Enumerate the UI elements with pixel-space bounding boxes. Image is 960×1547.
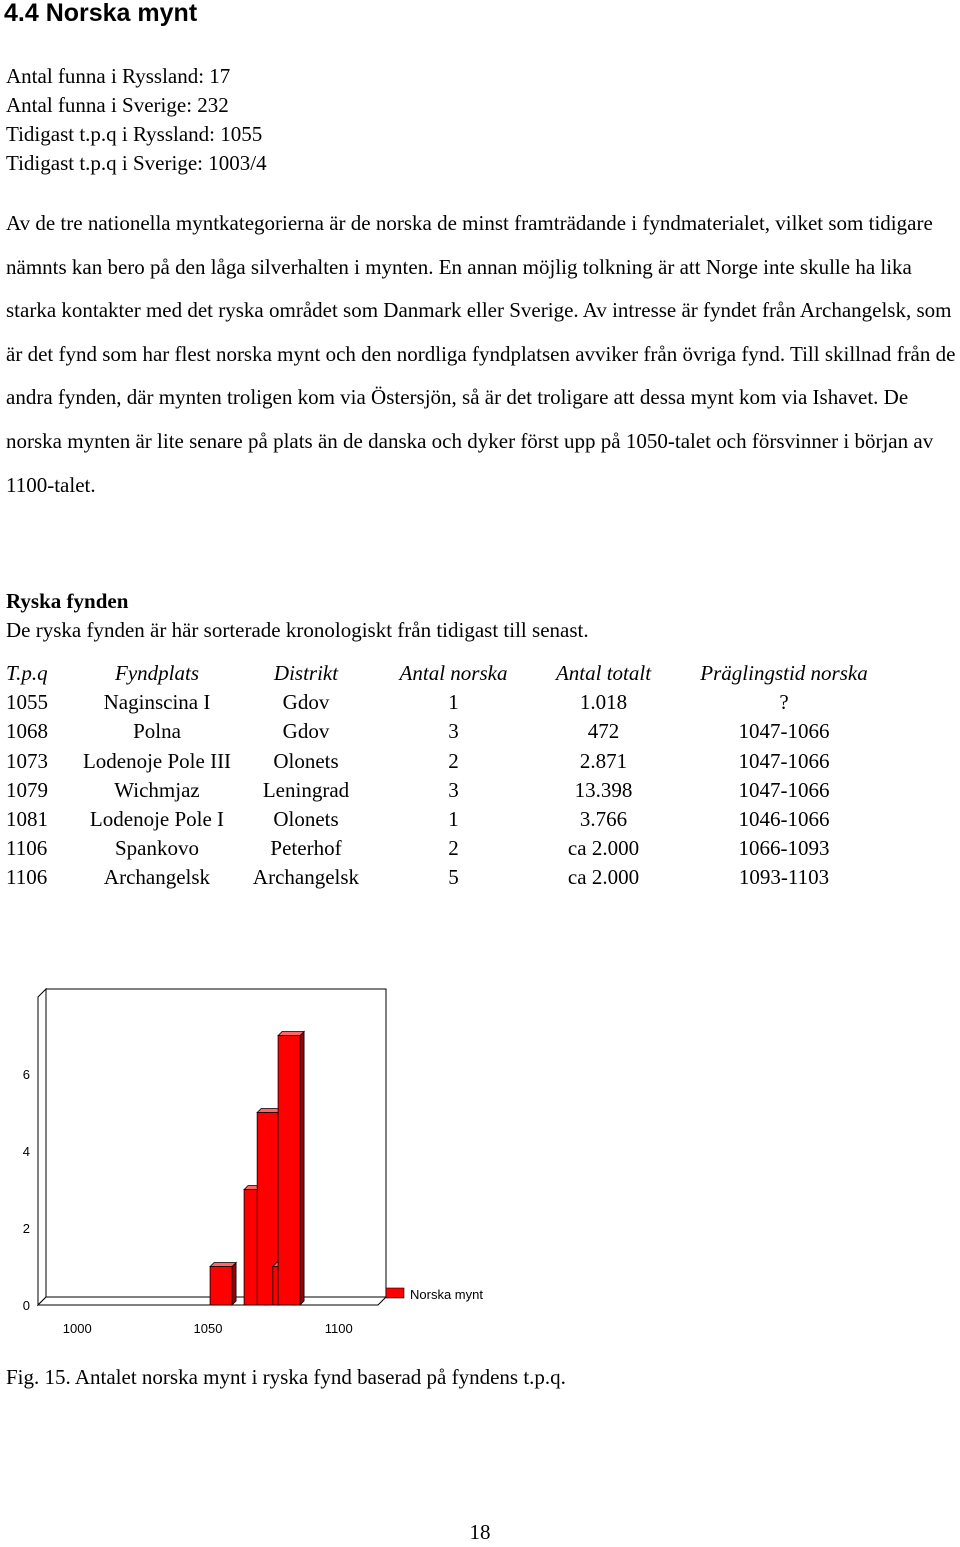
cell-site: Naginscina I — [103, 690, 211, 715]
cell-total: ca 2.000 — [567, 865, 640, 890]
cell-minting: 1093-1103 — [738, 865, 830, 890]
bar — [210, 1267, 232, 1306]
table-row — [6, 834, 902, 863]
cell-minting: 1047-1066 — [738, 719, 830, 744]
table-row — [6, 717, 902, 746]
table-header-row — [6, 659, 902, 688]
x-tick-label: 1100 — [324, 1321, 353, 1336]
bar-side — [300, 1032, 304, 1306]
cell-total: 472 — [587, 719, 620, 744]
cell-tpq: 1081 — [6, 807, 48, 832]
cell-norwegian: 2 — [448, 748, 459, 773]
cell-minting: ? — [779, 690, 789, 715]
cell-tpq: 1055 — [6, 690, 48, 715]
legend-label: Norska mynt — [410, 1287, 483, 1302]
x-tick-label: 1000 — [62, 1321, 92, 1336]
stat-found-sweden: Antal funna i Sverige: 232 — [6, 93, 229, 117]
body-paragraph: Av de tre nationella myntkategorierna är de norska de minst framträdande i fyndmaterialet, vilket som tidigare nämnts kan bero på den låga silverhalten i mynten. En annan möjlig tolkning är att Norge inte skulle ha lika starka kontakter med det ryska området som Danmark eller Sverige. Av intresse är fyndet från Archangelsk, som är det fynd som har flest norska mynt och den nordliga fyndplatsen avviker från övriga fynd. Till skillnad från de andra fynden, där mynten troligen kom via Östersjön, så är det troligare att dessa mynt kom via Ishavet. De norska mynten är lite senare på plats än de danska och dyker först upp på 1050-talet och försvinner i början av 1100-talet. — [6, 211, 956, 497]
col-header-site: Fyndplats — [115, 661, 199, 685]
y-tick-label: 2 — [22, 1221, 30, 1236]
table-row — [6, 863, 902, 892]
cell-minting: 1047-1066 — [738, 777, 830, 802]
y-tick-label: 6 — [22, 1067, 30, 1082]
cell-total: 13.398 — [574, 777, 633, 802]
stat-found-russia: Antal funna i Ryssland: 17 — [6, 64, 231, 88]
cell-norwegian: 1 — [448, 807, 459, 832]
figure-caption: Fig. 15. Antalet norska mynt i ryska fynd baserad på fyndens t.p.q. — [6, 1365, 566, 1389]
chart-back-wall — [46, 989, 386, 1297]
x-tick-label: 1050 — [193, 1321, 223, 1336]
cell-total: 2.871 — [579, 748, 628, 773]
cell-total: 1.018 — [579, 690, 628, 715]
col-header-norwegian: Antal norska — [399, 661, 508, 685]
stat-earliest-sweden: Tidigast t.p.q i Sverige: 1003/4 — [6, 151, 267, 175]
subsection-text: De ryska fynden är här sorterade kronologiskt från tidigast till senast. — [6, 618, 589, 642]
y-tick-label: 0 — [22, 1298, 30, 1313]
table-row — [6, 805, 902, 834]
cell-norwegian: 2 — [448, 836, 459, 861]
cell-tpq: 1106 — [6, 836, 48, 861]
cell-site: Wichmjaz — [114, 777, 200, 802]
bar-top — [210, 1263, 236, 1267]
norwegian-coins-bar-chart — [0, 985, 520, 1355]
cell-minting: 1066-1093 — [738, 836, 830, 861]
cell-total: 3.766 — [579, 807, 628, 832]
stat-earliest-russia: Tidigast t.p.q i Ryssland: 1055 — [6, 122, 263, 146]
section-heading: 4.4 Norska mynt — [4, 0, 198, 27]
cell-norwegian: 3 — [448, 777, 459, 802]
cell-site: Lodenoje Pole I — [89, 807, 225, 832]
cell-tpq: 1079 — [6, 777, 48, 802]
col-header-district: Distrikt — [273, 661, 339, 685]
cell-norwegian: 5 — [448, 865, 459, 890]
cell-tpq: 1106 — [6, 865, 48, 890]
cell-minting: 1047-1066 — [738, 748, 830, 773]
cell-norwegian: 3 — [448, 719, 459, 744]
cell-total: ca 2.000 — [567, 836, 640, 861]
col-header-minting: Präglingstid norska — [700, 661, 868, 685]
bar-side — [232, 1263, 236, 1306]
cell-site: Lodenoje Pole III — [82, 748, 232, 773]
cell-district: Olonets — [273, 748, 339, 773]
col-header-total: Antal totalt — [555, 661, 652, 685]
cell-district: Olonets — [273, 807, 339, 832]
cell-tpq: 1073 — [6, 748, 48, 773]
cell-tpq: 1068 — [6, 719, 48, 744]
page-number: 18 — [469, 1520, 491, 1544]
cell-district: Gdov — [282, 690, 330, 715]
table-row — [6, 747, 902, 776]
cell-minting: 1046-1066 — [738, 807, 830, 832]
y-tick-label: 4 — [22, 1144, 30, 1159]
cell-district: Archangelsk — [252, 865, 360, 890]
cell-site: Archangelsk — [103, 865, 211, 890]
cell-site: Spankovo — [115, 836, 199, 861]
cell-district: Peterhof — [270, 836, 342, 861]
col-header-tpq: T.p.q — [6, 661, 48, 685]
table-row — [6, 776, 902, 805]
legend-swatch — [386, 1288, 404, 1298]
table-row — [6, 688, 902, 717]
subsection-title: Ryska fynden — [6, 589, 129, 613]
summary-stats — [6, 62, 267, 178]
bar — [278, 1036, 300, 1306]
finds-table — [6, 659, 902, 893]
cell-site: Polna — [133, 719, 181, 744]
cell-norwegian: 1 — [448, 690, 459, 715]
bar-top — [278, 1032, 304, 1036]
cell-district: Gdov — [282, 719, 330, 744]
cell-district: Leningrad — [262, 777, 350, 802]
chart-side-wall — [38, 989, 46, 1305]
